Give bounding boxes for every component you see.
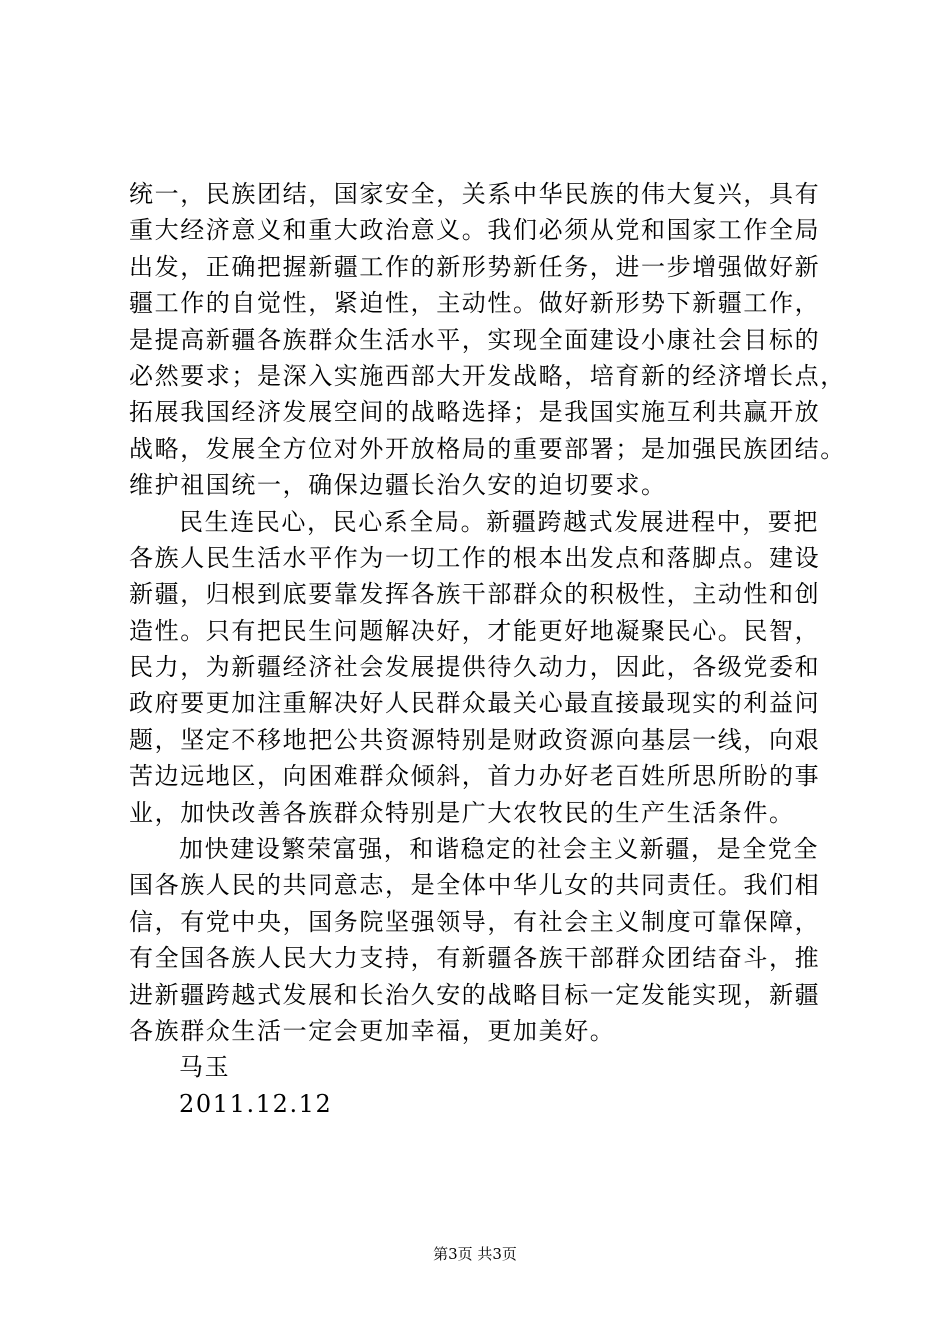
text-line: 统一，民族团结，国家安全，关系中华民族的伟大复兴，具有 [129,180,821,208]
text-line: 造性。只有把民生问题解决好，才能更好地凝聚民心。民智， [129,616,821,645]
text-line: 2011.12.12 [179,1089,333,1118]
text-line: 新疆，归根到底要靠发挥各族干部群众的积极性，主动性和创 [129,580,821,609]
text-line: 出发，正确把握新疆工作的新形势新任务，进一步增强做好新 [129,252,821,281]
text-line: 政府要更加注重解决好人民群众最关心最直接最现实的利益问 [129,689,821,718]
text-line: 民生连民心，民心系全局。新疆跨越式发展进程中，要把 [179,507,819,536]
text-line: 拓展我国经济发展空间的战略选择；是我国实施互利共赢开放 [129,398,821,427]
text-line: 业，加快改善各族群众特别是广大农牧民的生产生活条件。 [129,798,795,827]
document-body [129,176,857,1122]
text-line: 疆工作的自觉性，紧迫性，主动性。做好新形势下新疆工作， [129,289,821,318]
text-line: 是提高新疆各族群众生活水平，实现全面建设小康社会目标的 [129,325,821,354]
text-line: 题，坚定不移地把公共资源特别是财政资源向基层一线，向艰 [129,725,821,754]
text-line: 信，有党中央，国务院坚强领导，有社会主义制度可靠保障， [129,907,821,936]
text-line: 重大经济意义和重大政治意义。我们必须从党和国家工作全局 [129,216,821,245]
text-line: 进新疆跨越式发展和长治久安的战略目标一定发能实现，新疆 [129,980,821,1009]
text-line: 民力，为新疆经济社会发展提供待久动力，因此，各级党委和 [129,653,821,682]
text-line: 战略，发展全方位对外开放格局的重要部署；是加强民族团结。 [129,434,846,463]
text-line: 国各族人民的共同意志，是全体中华儿女的共同责任。我们相 [129,871,821,900]
text-line: 有全国各族人民大力支持，有新疆各族干部群众团结奋斗，推 [129,944,821,973]
text-line: 必然要求；是深入实施西部大开发战略，培育新的经济增长点， [129,361,846,390]
text-line: 苦边远地区，向困难群众倾斜，首力办好老百姓所思所盼的事 [129,762,821,791]
text-line: 各族群众生活一定会更加幸福，更加美好。 [129,1016,616,1045]
text-line: 加快建设繁荣富强，和谐稳定的社会主义新疆，是全党全 [179,835,819,864]
text-line: 维护祖国统一，确保边疆长治久安的迫切要求。 [129,471,667,500]
page-footer: 第3页 共3页 [433,1245,517,1263]
text-line: 马玉 [179,1053,231,1082]
text-line: 各族人民生活水平作为一切工作的根本出发点和落脚点。建设 [129,543,821,572]
